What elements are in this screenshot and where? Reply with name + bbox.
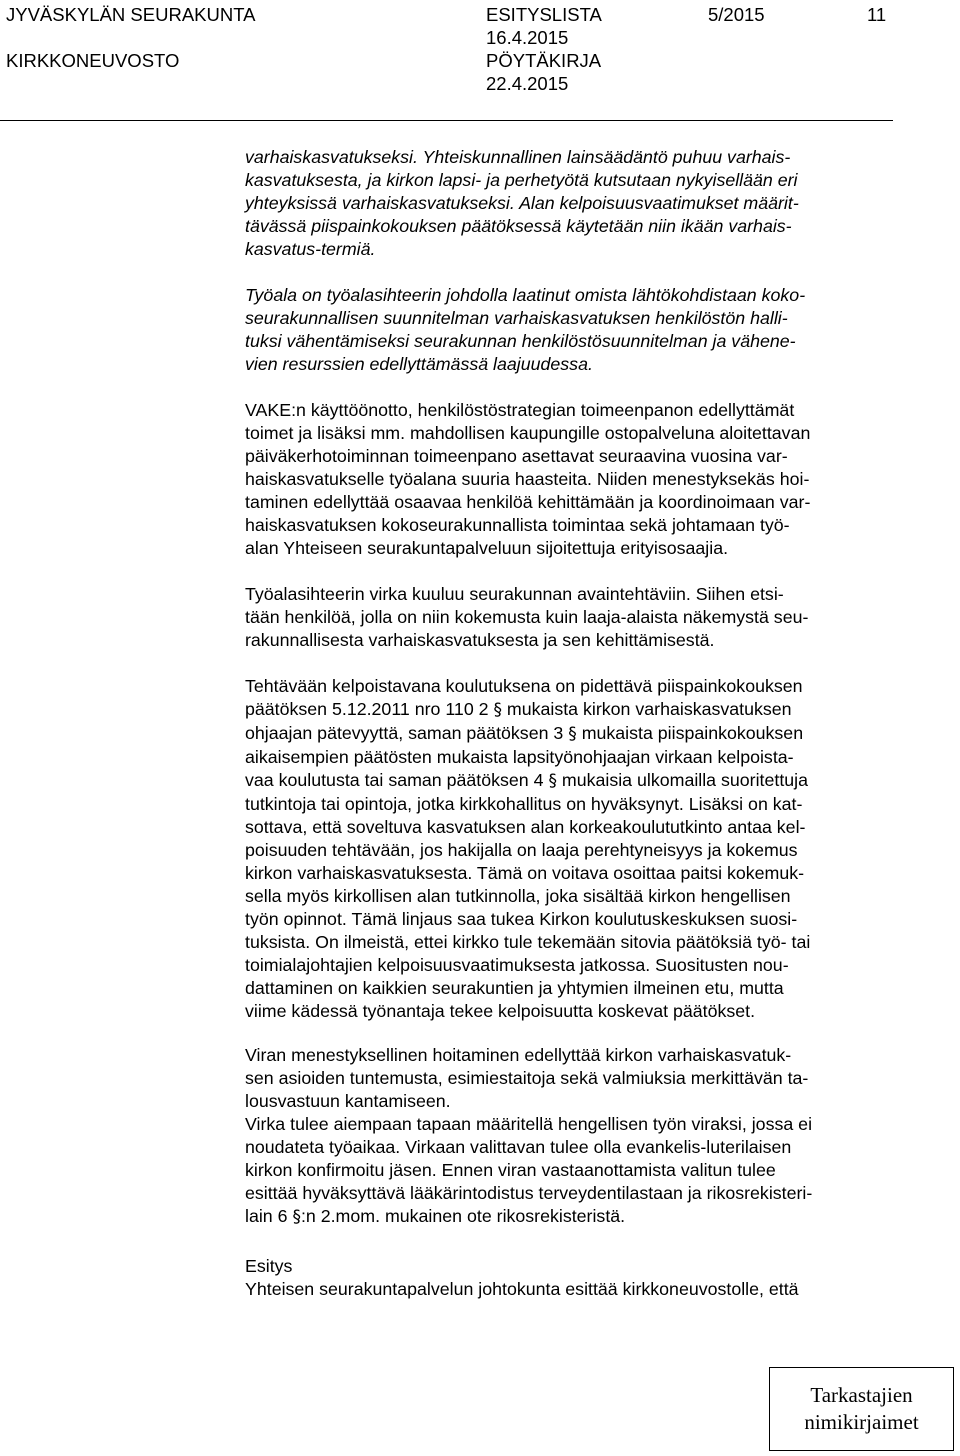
text-line: tuksi vähentämiseksi seurakunnan henkilöstösuunnitelman ja vähene- bbox=[245, 331, 796, 351]
signature-initials-box bbox=[769, 1367, 954, 1451]
minutes-label: PÖYTÄKIRJA bbox=[486, 50, 602, 71]
text-line: lousvastuun kantamiseen. bbox=[245, 1091, 451, 1111]
text-line: toimialajohtajien kelpoisuusvaatimuksesta jatkossa. Suositusten nou- bbox=[245, 955, 789, 975]
text-line: varhaiskasvatukseksi. Yhteiskunnallinen lainsäädäntö puhuu varhais- bbox=[245, 147, 791, 167]
page-number: 11 bbox=[867, 4, 887, 25]
agenda-label: ESITYSLISTA bbox=[486, 4, 602, 25]
text-line: yhteyksissä varhaiskasvatukseksi. Alan kelpoisuusvaatimukset määrit- bbox=[245, 193, 799, 213]
paragraph-position-requirements bbox=[245, 1044, 900, 1229]
paragraph-qualifications bbox=[245, 675, 900, 1023]
minutes-date: 22.4.2015 bbox=[486, 73, 569, 94]
text-line: kirkon konfirmoitu jäsen. Ennen viran vastaanottamista valitun tulee bbox=[245, 1160, 776, 1180]
text-line: kirkon varhaiskasvatuksesta. Tämä on voitava osoittaa paitsi kokemuk- bbox=[245, 863, 805, 883]
text-line: taminen edellyttää osaavaa henkilöä kehittämään ja koordinoimaan var- bbox=[245, 492, 811, 512]
text-line: esittää hyväksyttävä lääkärintodistus terveydentilastaan ja rikosrekisteri- bbox=[245, 1183, 813, 1203]
text-line: lain 6 §:n 2.mom. mukainen ote rikosrekisteristä. bbox=[245, 1206, 626, 1227]
text-line: ohjaajan pätevyyttä, saman päätöksen 3 § mukaista piispainkokouksen bbox=[245, 723, 804, 744]
text-line: VAKE:n käyttöönotto, henkilöstöstrategian toimeenpanon edellyttämät bbox=[245, 400, 795, 420]
text-line: päätöksen 5.12.2011 nro 110 2 § mukaista kirkon varhaiskasvatuksen bbox=[245, 699, 792, 720]
body-name: KIRKKONEUVOSTO bbox=[6, 50, 180, 71]
text-line: haiskasvatuksen kokoseurakunnallista toimintaa sekä johtamaan työ- bbox=[245, 515, 790, 535]
text-line: kasvatuksesta, ja kirkon lapsi- ja perhetyötä kutsutaan nykyisellään eri bbox=[245, 170, 798, 190]
text-line: seurakunnallisen suunnitelman varhaiskasvatuksen henkilöstön halli- bbox=[245, 308, 788, 328]
text-line: noudateta työaikaa. Virkaan valittavan tulee olla evankelis-luterilaisen bbox=[245, 1137, 792, 1157]
text-line: toimet ja lisäksi mm. mahdollisen kaupungille ostopalveluna aloitettavan bbox=[245, 423, 811, 443]
text-line: sella myös kirkollisen alan tutkinnolla, joka sisältää kirkon hengellisen bbox=[245, 886, 791, 906]
text-line: alan Yhteiseen seurakuntapalveluun sijoitettuja erityisosaajia. bbox=[245, 538, 729, 558]
paragraph-work-area-plan bbox=[245, 284, 900, 376]
text-line: Esitys bbox=[245, 1256, 293, 1276]
text-line: haiskasvatukselle työalana suuria haasteita. Niiden menestyksekäs hoi- bbox=[245, 469, 810, 489]
signature-box-label-2: nimikirjaimet bbox=[804, 1410, 919, 1434]
text-line: tään henkilöä, jolla on niin kokemusta kuin laaja-alaista näkemystä seu- bbox=[245, 607, 809, 627]
text-line: sottava, että soveltuva kasvatuksen alan korkeakoulututkinto antaa kel- bbox=[245, 817, 806, 837]
text-line: Yhteisen seurakuntapalvelun johtokunta esittää kirkkoneuvostolle, että bbox=[245, 1279, 799, 1299]
text-line: vien resurssien edellyttämässä laajuudessa. bbox=[245, 354, 593, 374]
paragraph-key-position bbox=[245, 583, 900, 652]
text-line: vaa koulutusta tai saman päätöksen 4 § mukaisia ulkomailla suoritettuja bbox=[245, 770, 808, 791]
text-line: Viran menestyksellinen hoitaminen edellyttää kirkon varhaiskasvatuk- bbox=[245, 1045, 792, 1065]
paragraph-proposal bbox=[245, 1255, 900, 1301]
text-line: sen asioiden tuntemusta, esimiestaitoja sekä valmiuksia merkittävän ta- bbox=[245, 1068, 809, 1088]
text-line: dattaminen on kaikkien seurakuntien ja yhtymien ilmeinen etu, mutta bbox=[245, 978, 784, 998]
signature-box-label-1: Tarkastajien bbox=[810, 1383, 913, 1407]
text-line: päiväkerhotoiminnan toimeenpano asettavat seuraavina vuosina var- bbox=[245, 446, 788, 466]
text-line: työn opinnot. Tämä linjaus saa tukea Kirkon koulutuskeskuksen suosi- bbox=[245, 909, 798, 929]
text-line: aikaisempien päätösten mukaista lapsityönohjaajan virkaan kelpoista- bbox=[245, 747, 794, 767]
paragraph-varhaiskasvatus-term bbox=[245, 146, 900, 261]
text-line: tävässä piispainkokouksen päätöksessä käytetään niin ikään varhais- bbox=[245, 216, 792, 236]
header-divider bbox=[0, 120, 893, 121]
text-line: tutkintoja tai opintoja, jotka kirkkohallitus on hyväksynyt. Lisäksi on kat- bbox=[245, 794, 803, 814]
agenda-date: 16.4.2015 bbox=[486, 27, 569, 48]
paragraph-vake-challenges bbox=[245, 399, 900, 560]
text-line: Virka tulee aiempaan tapaan määritellä hengellisen työn viraksi, jossa ei bbox=[245, 1114, 813, 1134]
text-line: tuksista. On ilmeistä, ettei kirkko tule tekemään sitovia päätöksiä työ- tai bbox=[245, 932, 811, 952]
issue-number: 5/2015 bbox=[708, 4, 765, 25]
text-line: Tehtävään kelpoistavana koulutuksena on pidettävä piispainkokouksen bbox=[245, 676, 803, 696]
text-line: viime kädessä työnantaja tekee kelpoisuutta koskevat päätökset. bbox=[245, 1001, 756, 1021]
text-line: kasvatus-termiä. bbox=[245, 239, 376, 259]
text-line: Työala on työalasihteerin johdolla laatinut omista lähtökohdistaan koko- bbox=[245, 285, 806, 305]
text-line: rakunnallisesta varhaiskasvatuksesta ja sen kehittämisestä. bbox=[245, 630, 715, 650]
text-line: Työalasihteerin virka kuuluu seurakunnan avaintehtäviin. Siihen etsi- bbox=[245, 584, 784, 604]
organization-name: JYVÄSKYLÄN SEURAKUNTA bbox=[6, 4, 256, 25]
text-line: poisuuden tehtävään, jos hakijalla on laaja perehtyneisyys ja kokemus bbox=[245, 840, 798, 860]
